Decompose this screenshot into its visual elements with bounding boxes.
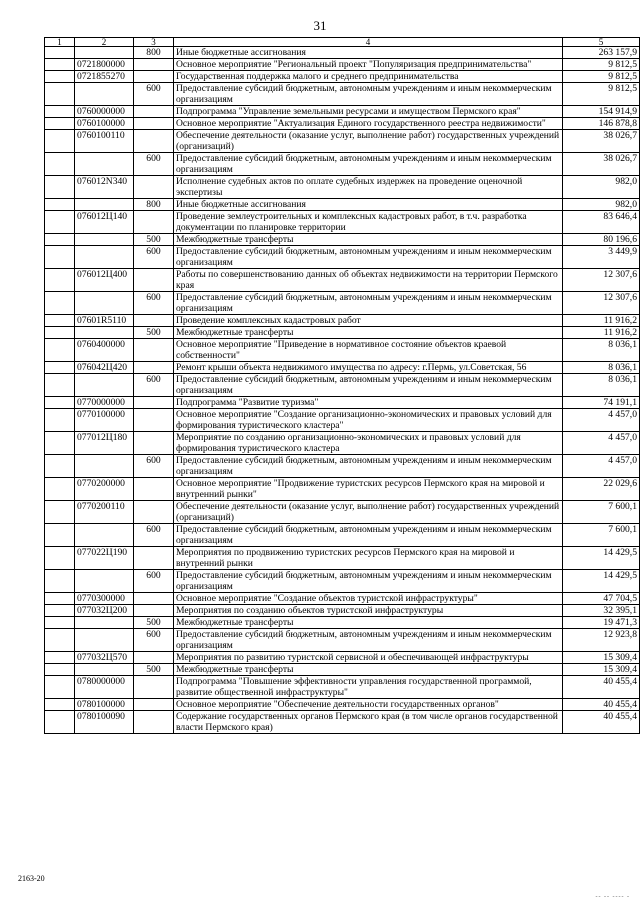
row-name: Предоставление субсидий бюджетным, автономным учреждениям и иным некоммерческим организациям: [174, 629, 563, 652]
table-row: [45, 711, 640, 734]
row-code: [75, 83, 134, 106]
row-cell-empty: [45, 211, 75, 234]
row-code: 076012N340: [75, 176, 134, 199]
row-amount: 22 029,6: [563, 478, 640, 501]
row-expense-type: [134, 176, 174, 199]
row-name: Мероприятие по созданию организационно-экономических и правовых условий для формирования туристического кластера: [174, 432, 563, 455]
row-expense-type: [134, 652, 174, 664]
row-name: Предоставление субсидий бюджетным, автономным учреждениям и иным некоммерческим организациям: [174, 570, 563, 593]
table-row: [45, 432, 640, 455]
row-cell-empty: [45, 409, 75, 432]
row-expense-type: 600: [134, 629, 174, 652]
row-expense-type: [134, 699, 174, 711]
row-amount: 9 812,5: [563, 83, 640, 106]
row-name: Межбюджетные трансферты: [174, 664, 563, 676]
row-name: Межбюджетные трансферты: [174, 617, 563, 629]
row-code: [75, 327, 134, 339]
row-name: Исполнение судебных актов по оплате судебных издержек на проведение оценочной экспертизы: [174, 176, 563, 199]
row-code: [75, 617, 134, 629]
row-amount: 15 309,4: [563, 664, 640, 676]
row-code: 07601R5110: [75, 315, 134, 327]
row-cell-empty: [45, 153, 75, 176]
row-cell-empty: [45, 524, 75, 547]
row-code: 0770300000: [75, 593, 134, 605]
row-amount: 74 191,1: [563, 397, 640, 409]
row-expense-type: [134, 269, 174, 292]
row-amount: 11 916,2: [563, 327, 640, 339]
row-expense-type: [134, 71, 174, 83]
row-cell-empty: [45, 327, 75, 339]
row-name: Основное мероприятие "Региональный проект "Популяризация предпринимательства": [174, 59, 563, 71]
row-code: 077032Ц200: [75, 605, 134, 617]
row-expense-type: [134, 397, 174, 409]
row-expense-type: [134, 593, 174, 605]
row-amount: 12 307,6: [563, 292, 640, 315]
row-amount: 263 157,9: [563, 47, 640, 59]
column-header-2: 2: [75, 38, 134, 47]
row-cell-empty: [45, 59, 75, 71]
row-cell-empty: [45, 652, 75, 664]
row-name: Основное мероприятие "Обеспечение деятельности государственных органов": [174, 699, 563, 711]
row-cell-empty: [45, 130, 75, 153]
row-name: Обеспечение деятельности (оказание услуг, выполнение работ) государственных учреждений (организаций): [174, 130, 563, 153]
row-cell-empty: [45, 199, 75, 211]
table-header-row: [45, 38, 640, 47]
row-expense-type: [134, 547, 174, 570]
row-amount: 14 429,5: [563, 547, 640, 570]
row-amount: 40 455,4: [563, 711, 640, 734]
table-row: [45, 59, 640, 71]
row-name: Основное мероприятие "Создание объектов туристской инфраструктуры": [174, 593, 563, 605]
row-cell-empty: [45, 83, 75, 106]
row-code: 0721800000: [75, 59, 134, 71]
row-amount: 15 309,4: [563, 652, 640, 664]
table-row: [45, 478, 640, 501]
column-header-1: 1: [45, 38, 75, 47]
column-header-3: 3: [134, 38, 174, 47]
row-name: Подпрограмма "Управление земельными ресурсами и имуществом Пермского края": [174, 106, 563, 118]
row-cell-empty: [45, 547, 75, 570]
row-expense-type: 600: [134, 455, 174, 478]
table-row: [45, 130, 640, 153]
row-name: Работы по совершенствованию данных об объектах недвижимости на территории Пермского края: [174, 269, 563, 292]
row-expense-type: 500: [134, 234, 174, 246]
table-row: [45, 269, 640, 292]
row-code: [75, 234, 134, 246]
row-expense-type: 600: [134, 570, 174, 593]
row-amount: 12 923,8: [563, 629, 640, 652]
row-name: Ремонт крыши объекта недвижимого имущества по адресу: г.Пермь, ул.Советская, 56: [174, 362, 563, 374]
row-cell-empty: [45, 339, 75, 362]
row-cell-empty: [45, 593, 75, 605]
row-name: Межбюджетные трансферты: [174, 327, 563, 339]
row-name: Основное мероприятие "Актуализация Единого государственного реестра недвижимости": [174, 118, 563, 130]
table-row: [45, 547, 640, 570]
table-row: [45, 617, 640, 629]
row-code: 077012Ц180: [75, 432, 134, 455]
row-code: [75, 455, 134, 478]
row-cell-empty: [45, 629, 75, 652]
row-amount: 3 449,9: [563, 246, 640, 269]
row-expense-type: [134, 409, 174, 432]
row-code: 0770000000: [75, 397, 134, 409]
row-code: [75, 246, 134, 269]
budget-table: [44, 37, 640, 734]
row-name: Предоставление субсидий бюджетным, автономным учреждениям и иным некоммерческим организациям: [174, 83, 563, 106]
row-expense-type: 600: [134, 153, 174, 176]
row-expense-type: 600: [134, 374, 174, 397]
row-name: Содержание государственных органов Пермского края (в том числе органов государственной власти Пермского края): [174, 711, 563, 734]
row-code: [75, 153, 134, 176]
row-expense-type: [134, 106, 174, 118]
row-expense-type: [134, 315, 174, 327]
row-code: 0780100000: [75, 699, 134, 711]
table-row: [45, 676, 640, 699]
table-row: [45, 315, 640, 327]
row-code: 0780000000: [75, 676, 134, 699]
row-expense-type: 600: [134, 83, 174, 106]
row-cell-empty: [45, 676, 75, 699]
footer-document-id: 2163-20: [18, 874, 45, 883]
row-cell-empty: [45, 617, 75, 629]
row-amount: 146 878,8: [563, 118, 640, 130]
row-amount: 9 812,5: [563, 71, 640, 83]
row-name: Подпрограмма "Повышение эффективности управления государственной программой, развитие общественной инфраструктуры": [174, 676, 563, 699]
row-code: 0760400000: [75, 339, 134, 362]
column-header-4: 4: [174, 38, 563, 47]
row-name: Основное мероприятие "Приведение в нормативное состояние объектов краевой собственности": [174, 339, 563, 362]
row-amount: 19 471,3: [563, 617, 640, 629]
row-amount: 8 036,1: [563, 362, 640, 374]
table-row: [45, 234, 640, 246]
row-cell-empty: [45, 71, 75, 83]
row-cell-empty: [45, 118, 75, 130]
row-cell-empty: [45, 711, 75, 734]
table-row: [45, 246, 640, 269]
table-row: [45, 118, 640, 130]
row-cell-empty: [45, 432, 75, 455]
row-amount: 8 036,1: [563, 374, 640, 397]
row-amount: 40 455,4: [563, 699, 640, 711]
table-row: [45, 292, 640, 315]
row-cell-empty: [45, 664, 75, 676]
row-code: 076042Ц420: [75, 362, 134, 374]
row-code: 0770100000: [75, 409, 134, 432]
row-amount: 80 196,6: [563, 234, 640, 246]
row-cell-empty: [45, 605, 75, 617]
row-name: Проведение землеустроительных и комплексных кадастровых работ, в т.ч. разработка документации по планировке территории: [174, 211, 563, 234]
row-cell-empty: [45, 570, 75, 593]
row-code: [75, 664, 134, 676]
row-expense-type: [134, 339, 174, 362]
table-row: [45, 339, 640, 362]
row-amount: 12 307,6: [563, 269, 640, 292]
table-row: [45, 47, 640, 59]
row-code: 077022Ц190: [75, 547, 134, 570]
table-row: [45, 501, 640, 524]
table-row: [45, 153, 640, 176]
row-name: Мероприятия по продвижению туристских ресурсов Пермского края на мировой и внутренний рынки: [174, 547, 563, 570]
row-name: Обеспечение деятельности (оказание услуг, выполнение работ) государственных учреждений (организаций): [174, 501, 563, 524]
row-cell-empty: [45, 374, 75, 397]
row-code: 0721855270: [75, 71, 134, 83]
row-code: [75, 570, 134, 593]
row-cell-empty: [45, 362, 75, 374]
row-expense-type: 800: [134, 199, 174, 211]
row-code: 0760100110: [75, 130, 134, 153]
row-code: [75, 292, 134, 315]
row-amount: 47 704,5: [563, 593, 640, 605]
row-cell-empty: [45, 246, 75, 269]
row-cell-empty: [45, 292, 75, 315]
row-expense-type: 600: [134, 524, 174, 547]
row-name: Подпрограмма "Развитие туризма": [174, 397, 563, 409]
table-row: [45, 327, 640, 339]
row-code: [75, 374, 134, 397]
row-name: Мероприятия по созданию объектов туристской инфраструктуры: [174, 605, 563, 617]
row-code: 0780100090: [75, 711, 134, 734]
table-row: [45, 397, 640, 409]
row-amount: 32 395,1: [563, 605, 640, 617]
row-expense-type: 600: [134, 292, 174, 315]
page-number: 31: [313, 18, 327, 33]
row-amount: 4 457,0: [563, 455, 640, 478]
row-name: Мероприятия по развитию туристской сервисной и обеспечивающей инфраструктуры: [174, 652, 563, 664]
row-expense-type: 500: [134, 664, 174, 676]
table-row: [45, 570, 640, 593]
row-cell-empty: [45, 234, 75, 246]
row-name: Основное мероприятие "Продвижение туристских ресурсов Пермского края на мировой и внутренний рынки": [174, 478, 563, 501]
row-code: 0770200110: [75, 501, 134, 524]
table-row: [45, 409, 640, 432]
row-expense-type: 500: [134, 617, 174, 629]
row-expense-type: [134, 605, 174, 617]
row-name: Иные бюджетные ассигнования: [174, 47, 563, 59]
row-code: [75, 199, 134, 211]
row-name: Предоставление субсидий бюджетным, автономным учреждениям и иным некоммерческим организациям: [174, 292, 563, 315]
row-name: Предоставление субсидий бюджетным, автономным учреждениям и иным некоммерческим организациям: [174, 455, 563, 478]
row-amount: 4 457,0: [563, 432, 640, 455]
row-cell-empty: [45, 47, 75, 59]
row-cell-empty: [45, 501, 75, 524]
table-row: [45, 362, 640, 374]
row-expense-type: 600: [134, 246, 174, 269]
row-expense-type: [134, 362, 174, 374]
row-expense-type: [134, 118, 174, 130]
row-expense-type: [134, 676, 174, 699]
table-row: [45, 374, 640, 397]
row-cell-empty: [45, 106, 75, 118]
row-amount: 38 026,7: [563, 153, 640, 176]
row-cell-empty: [45, 397, 75, 409]
row-code: 076012Ц400: [75, 269, 134, 292]
table-row: [45, 211, 640, 234]
row-expense-type: [134, 478, 174, 501]
row-code: 077032Ц570: [75, 652, 134, 664]
row-name: Предоставление субсидий бюджетным, автономным учреждениям и иным некоммерческим организациям: [174, 374, 563, 397]
row-code: [75, 629, 134, 652]
row-amount: 8 036,1: [563, 339, 640, 362]
table-row: [45, 664, 640, 676]
table-row: [45, 199, 640, 211]
row-amount: 7 600,1: [563, 501, 640, 524]
row-code: 076012Ц140: [75, 211, 134, 234]
row-amount: 14 429,5: [563, 570, 640, 593]
row-cell-empty: [45, 315, 75, 327]
row-expense-type: [134, 432, 174, 455]
table-row: [45, 652, 640, 664]
table-row: [45, 524, 640, 547]
row-name: Иные бюджетные ассигнования: [174, 199, 563, 211]
table-row: [45, 71, 640, 83]
table-row: [45, 605, 640, 617]
table-row: [45, 83, 640, 106]
table-body: [45, 47, 640, 734]
row-name: Межбюджетные трансферты: [174, 234, 563, 246]
row-cell-empty: [45, 699, 75, 711]
row-amount: 982,0: [563, 199, 640, 211]
row-expense-type: [134, 59, 174, 71]
row-expense-type: 500: [134, 327, 174, 339]
table-row: [45, 629, 640, 652]
row-name: Проведение комплексных кадастровых работ: [174, 315, 563, 327]
row-amount: 11 916,2: [563, 315, 640, 327]
row-name: Государственная поддержка малого и среднего предпринимательства: [174, 71, 563, 83]
row-amount: 7 600,1: [563, 524, 640, 547]
row-amount: 9 812,5: [563, 59, 640, 71]
row-cell-empty: [45, 176, 75, 199]
row-code: 0760000000: [75, 106, 134, 118]
row-expense-type: [134, 501, 174, 524]
row-amount: 38 026,7: [563, 130, 640, 153]
row-expense-type: [134, 211, 174, 234]
row-name: Предоставление субсидий бюджетным, автономным учреждениям и иным некоммерческим организациям: [174, 246, 563, 269]
row-name: Предоставление субсидий бюджетным, автономным учреждениям и иным некоммерческим организациям: [174, 153, 563, 176]
row-code: [75, 47, 134, 59]
row-amount: 154 914,9: [563, 106, 640, 118]
row-code: 0760100000: [75, 118, 134, 130]
row-code: [75, 524, 134, 547]
row-cell-empty: [45, 269, 75, 292]
table-row: [45, 455, 640, 478]
table-row: [45, 106, 640, 118]
row-name: Предоставление субсидий бюджетным, автономным учреждениям и иным некоммерческим организациям: [174, 524, 563, 547]
row-name: Основное мероприятие "Создание организационно-экономических и правовых условий для формирования туристического кластера": [174, 409, 563, 432]
table-row: [45, 699, 640, 711]
row-expense-type: [134, 130, 174, 153]
row-amount: 982,0: [563, 176, 640, 199]
row-code: 0770200000: [75, 478, 134, 501]
row-cell-empty: [45, 455, 75, 478]
row-amount: 40 455,4: [563, 676, 640, 699]
column-header-5: 5: [563, 38, 640, 47]
table-row: [45, 593, 640, 605]
row-expense-type: [134, 711, 174, 734]
table-row: [45, 176, 640, 199]
row-cell-empty: [45, 478, 75, 501]
edge-mark: -- -- ---- -: [595, 894, 630, 900]
row-expense-type: 800: [134, 47, 174, 59]
row-amount: 83 646,4: [563, 211, 640, 234]
row-amount: 4 457,0: [563, 409, 640, 432]
